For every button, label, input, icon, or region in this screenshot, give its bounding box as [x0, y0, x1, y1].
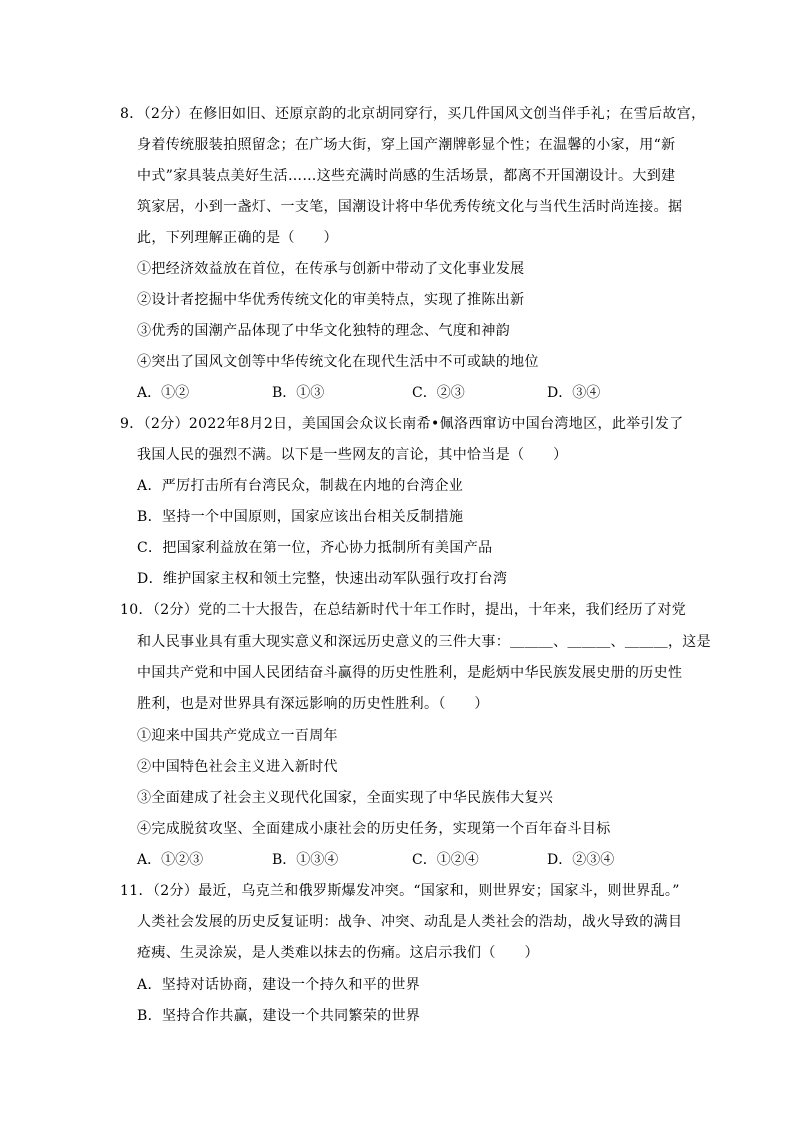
question-10-statement-1: ①迎来中国共产党成立一百周年 — [137, 728, 338, 744]
question-8-option-c[interactable]: C．②③ — [412, 385, 465, 401]
question-8-statement-2: ②设计者挖掘中华优秀传统文化的审美特点，实现了推陈出新 — [137, 292, 525, 308]
question-8-stem-line: 8．（2分）在修旧如旧、还原京韵的北京胡同穿行，买几件国风文创当伴手礼；在雪后故宫， — [120, 106, 706, 122]
question-10-stem-line: 胜利，也是对世界具有深远影响的历史性胜利。（ ） — [137, 696, 489, 712]
question-10-stem-line: 和人民事业具有重大现实意义和深远历史意义的三件大事：＿＿＿、＿＿＿、＿＿＿，这是 — [137, 634, 711, 650]
question-8-options — [137, 383, 697, 403]
question-8-option-a[interactable]: A．①② — [137, 385, 190, 401]
question-8-statement-3: ③优秀的国潮产品体现了中华文化独特的理念、气度和神韵 — [137, 323, 511, 339]
question-8-option-d[interactable]: D．③④ — [547, 385, 601, 401]
question-8-statement-1: ①把经济效益放在首位，在传承与创新中带动了文化事业发展 — [137, 261, 525, 277]
question-10-option-b[interactable]: B．①③④ — [272, 852, 339, 868]
question-8-statement-4: ④突出了国风文创等中华传统文化在现代生活中不可或缺的地位 — [137, 354, 539, 370]
question-11-stem-line: 人类社会发展的历史反复证明：战争、冲突、动乱是人类社会的浩劫，战火导致的满目 — [137, 914, 683, 930]
question-11-stem-line: 疮痍、生灵涂炭，是人类难以抹去的伤痛。这启示我们（ ） — [137, 945, 539, 961]
question-10-statement-3: ③全面建成了社会主义现代化国家，全面实现了中华民族伟大复兴 — [137, 790, 554, 806]
question-8-stem-line: 身着传统服装拍照留念；在广场大街，穿上国产潮牌彰显个性；在温馨的小家，用“新 — [137, 137, 676, 153]
question-9-option-d[interactable]: D．维护国家主权和领土完整，快速出动军队强行攻打台湾 — [137, 571, 508, 587]
question-9-stem-line: 9．（2分）2022年8月2日，美国国会众议长南希•佩洛西窜访中国台湾地区，此举引发了 — [120, 416, 684, 432]
question-10-stem-line: 中国共产党和中国人民团结奋斗赢得的历史性胜利，是彪炳中华民族发展史册的历史性 — [137, 665, 683, 681]
question-9-option-c[interactable]: C．把国家利益放在第一位，齐心协力抵制所有美国产品 — [137, 540, 493, 556]
question-10-option-d[interactable]: D．②③④ — [547, 852, 615, 868]
question-11-option-b[interactable]: B．坚持合作共赢，建设一个共同繁荣的世界 — [137, 1008, 421, 1024]
question-10-statement-2: ②中国特色社会主义进入新时代 — [137, 759, 338, 775]
question-10-option-c[interactable]: C．①②④ — [412, 852, 479, 868]
question-8-stem-line: 筑家居，小到一盏灯、一支笔，国潮设计将中华优秀传统文化与当代生活时尚连接。据 — [137, 199, 683, 215]
question-10-stem-line: 10．（2分）党的二十大报告，在总结新时代十年工作时，提出，十年来，我们经历了对党 — [120, 602, 687, 618]
question-9-option-b[interactable]: B．坚持一个中国原则，国家应该出台相关反制措施 — [137, 509, 464, 525]
question-8-stem-line: 中式”家具装点美好生活……这些充满时尚感的生活场景，都离不开国潮设计。大到建 — [137, 168, 676, 184]
question-9-stem-line: 我国人民的强烈不满。以下是一些网友的言论，其中恰当是（ ） — [137, 447, 568, 463]
question-8-stem-line: 此，下列理解正确的是（ ） — [137, 230, 338, 246]
question-11-stem-line: 11．（2分）最近，乌克兰和俄罗斯爆发冲突。“国家和，则世界安；国家斗，则世界乱。” — [120, 883, 680, 899]
question-10-options — [137, 850, 697, 870]
question-10-option-a[interactable]: A．①②③ — [137, 852, 204, 868]
question-9-option-a[interactable]: A．严厉打击所有台湾民众，制裁在内地的台湾企业 — [137, 478, 464, 494]
question-8-option-b[interactable]: B．①③ — [272, 385, 325, 401]
question-11-option-a[interactable]: A．坚持对话协商，建设一个持久和平的世界 — [137, 977, 421, 993]
question-10-statement-4: ④完成脱贫攻坚、全面建成小康社会的历史任务，实现第一个百年奋斗目标 — [137, 821, 611, 837]
